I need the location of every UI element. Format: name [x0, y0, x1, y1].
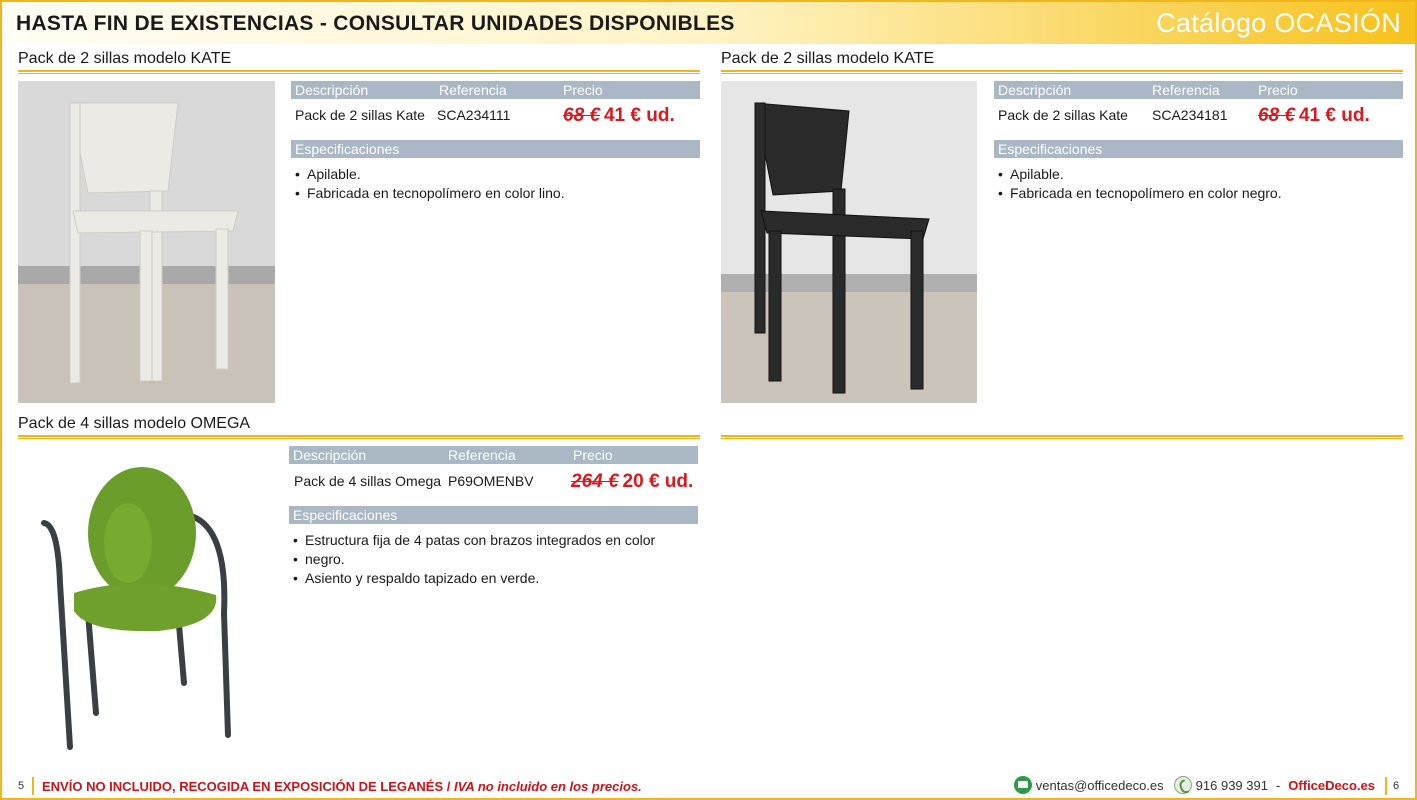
spec-list: [996, 165, 1401, 203]
spec-item: • Apilable.: [293, 165, 698, 184]
header-band: [2, 2, 1415, 44]
chair-black-image: [721, 81, 977, 403]
header-title: HASTA FIN DE EXISTENCIAS - CONSULTAR UNIDADES DISPONIBLES: [16, 12, 735, 35]
title-rule: [721, 70, 1403, 74]
specs-header: [291, 140, 700, 158]
col-reference: Referencia: [439, 82, 507, 98]
shipping-note: [42, 779, 642, 794]
specs-header: [994, 140, 1403, 158]
email-link[interactable]: ventas@officedeco.es: [1035, 777, 1164, 793]
spec-list: [291, 531, 696, 588]
specs-label: Especificaciones: [998, 141, 1103, 157]
cell-description: Pack de 2 sillas Kate: [295, 107, 425, 123]
cell-reference: P69OMENBV: [448, 473, 534, 489]
cell-reference: SCA234181: [1152, 107, 1228, 123]
product-photo-kate-white: [18, 81, 275, 403]
col-price: Precio: [1258, 82, 1298, 98]
shipping-note-bold: ENVÍO NO INCLUIDO, RECOGIDA EN EXPOSICIÓN DE LEGANÉS /: [42, 779, 451, 794]
old-price: 68 €: [563, 105, 600, 126]
spec-item-continuation: [291, 550, 696, 569]
spec-continuation-text: negro.: [305, 551, 345, 567]
col-reference: Referencia: [1152, 82, 1220, 98]
cell-description: Pack de 4 sillas Omega: [294, 473, 442, 489]
product-title: Pack de 2 sillas modelo KATE: [721, 50, 935, 67]
col-price: Precio: [573, 447, 613, 463]
cell-price: [571, 471, 693, 493]
col-description: Descripción: [295, 82, 369, 98]
col-description: Descripción: [998, 82, 1072, 98]
old-price: 264 €: [571, 471, 619, 492]
tax-note: IVA no incluido en los precios.: [453, 779, 642, 794]
product-title: Pack de 4 sillas modelo OMEGA: [18, 415, 251, 432]
cell-reference: SCA234111: [437, 107, 511, 123]
footer-separator: [32, 777, 34, 795]
footer: [2, 772, 1415, 800]
product-photo-omega-green: [38, 463, 238, 753]
table-header: [291, 81, 700, 99]
phone-icon: [1174, 776, 1192, 794]
brand-link[interactable]: OfficeDeco.es: [1288, 777, 1375, 793]
chair-green-image: [38, 463, 238, 753]
footer-separator: [1385, 777, 1387, 795]
page-number-left: 5: [18, 780, 25, 792]
contact-info: [1014, 776, 1375, 794]
page-number-right: 6: [1393, 780, 1400, 792]
table-header: [994, 81, 1403, 99]
spec-item: • Estructura fija de 4 patas con brazos integrados en color: [291, 531, 696, 550]
col-description: Descripción: [293, 447, 367, 463]
cell-price: [1258, 105, 1370, 127]
mail-icon: [1014, 776, 1032, 794]
new-price: 41 € ud.: [1298, 105, 1370, 126]
product-kate-black: [721, 50, 1403, 405]
cell-price: [563, 105, 675, 127]
old-price: 68 €: [1258, 105, 1295, 126]
product-title: Pack de 2 sillas modelo KATE: [18, 50, 232, 67]
table-header: [289, 446, 698, 464]
product-photo-kate-black: [721, 81, 977, 403]
empty-slot-rule: [721, 435, 1403, 439]
col-reference: Referencia: [448, 447, 516, 463]
cell-description: Pack de 2 sillas Kate: [998, 107, 1128, 123]
specs-label: Especificaciones: [295, 141, 400, 157]
spec-item: • Fabricada en tecnopolímero en color lino.: [293, 184, 698, 203]
title-rule: [18, 70, 700, 74]
catalog-label: Catálogo OCASIÓN: [1156, 8, 1401, 38]
chair-white-image: [18, 81, 275, 403]
contact-dash: -: [1275, 777, 1281, 793]
product-kate-white: [18, 50, 700, 405]
product-omega-green: [18, 415, 700, 765]
new-price: 20 € ud.: [622, 471, 694, 492]
col-price: Precio: [563, 82, 603, 98]
specs-header: [289, 506, 698, 524]
specs-label: Especificaciones: [293, 507, 398, 523]
spec-item: • Asiento y respaldo tapizado en verde.: [291, 569, 696, 588]
title-rule: [18, 435, 700, 439]
new-price: 41 € ud.: [603, 105, 675, 126]
spec-item: • Fabricada en tecnopolímero en color negro.: [996, 184, 1401, 203]
spec-list: [293, 165, 698, 203]
spec-item: • Apilable.: [996, 165, 1401, 184]
phone-number[interactable]: 916 939 391: [1195, 777, 1268, 793]
